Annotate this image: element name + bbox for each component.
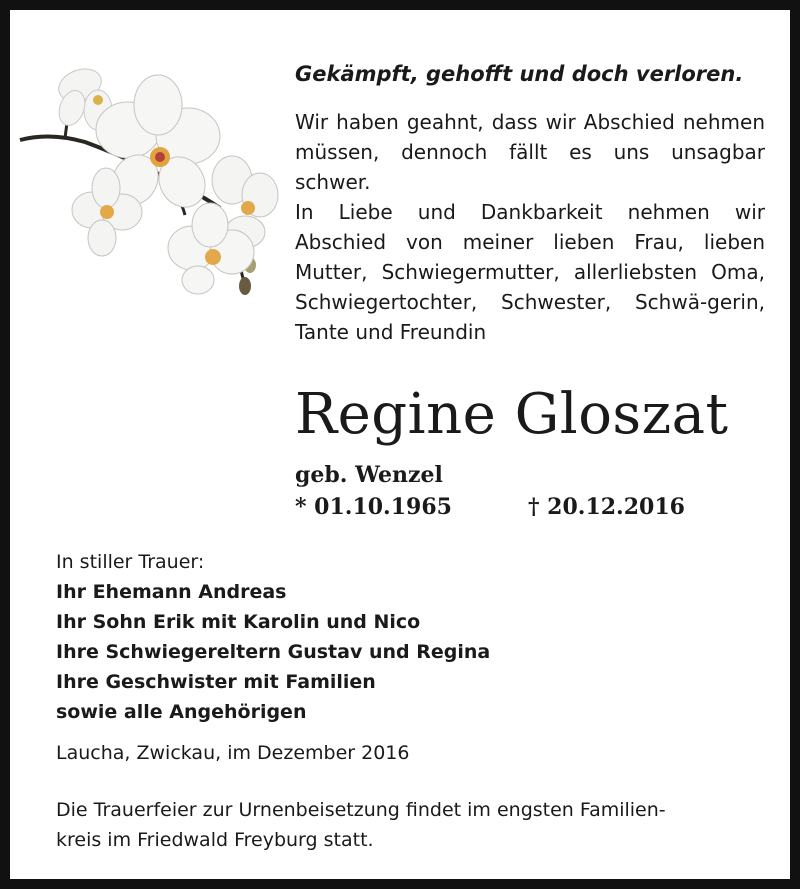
deceased-name: Regine Gloszat bbox=[295, 382, 729, 447]
intro-paragraph-1: Wir haben geahnt, dass wir Abschied nehmen müssen, dennoch fällt es uns unsagbar schwer. bbox=[295, 110, 765, 194]
mourner-line: Ihre Geschwister mit Familien bbox=[56, 671, 376, 693]
motto-line: Gekämpft, gehofft und doch verloren. bbox=[295, 62, 744, 86]
orchid-branch-icon bbox=[10, 60, 290, 300]
birth-date: * 01.10.1965 bbox=[295, 494, 452, 520]
mourner-line: sowie alle Angehörigen bbox=[56, 701, 307, 723]
funeral-line: Die Trauerfeier zur Urnenbeisetzung findet im engsten Familien- bbox=[56, 799, 666, 821]
intro-text bbox=[295, 107, 765, 347]
mourners-block bbox=[56, 547, 490, 727]
funeral-info bbox=[56, 795, 756, 855]
intro-paragraph-2: In Liebe und Dankbarkeit nehmen wir Abschied von meiner lieben Frau, lieben Mutter, Schwiegermutter, allerliebsten Oma, Schwiegertochter, Schwester, Schwä-gerin, Tante und Freundin bbox=[295, 200, 765, 344]
mourner-line: Ihr Sohn Erik mit Karolin und Nico bbox=[56, 611, 421, 633]
funeral-line: kreis im Friedwald Freyburg statt. bbox=[56, 829, 374, 851]
death-date: † 20.12.2016 bbox=[528, 494, 685, 520]
place-date: Laucha, Zwickau, im Dezember 2016 bbox=[56, 742, 410, 764]
maiden-name: geb. Wenzel bbox=[295, 462, 443, 488]
mourning-heading: In stiller Trauer: bbox=[56, 551, 205, 573]
mourner-line: Ihr Ehemann Andreas bbox=[56, 581, 287, 603]
mourner-line: Ihre Schwiegereltern Gustav und Regina bbox=[56, 641, 491, 663]
